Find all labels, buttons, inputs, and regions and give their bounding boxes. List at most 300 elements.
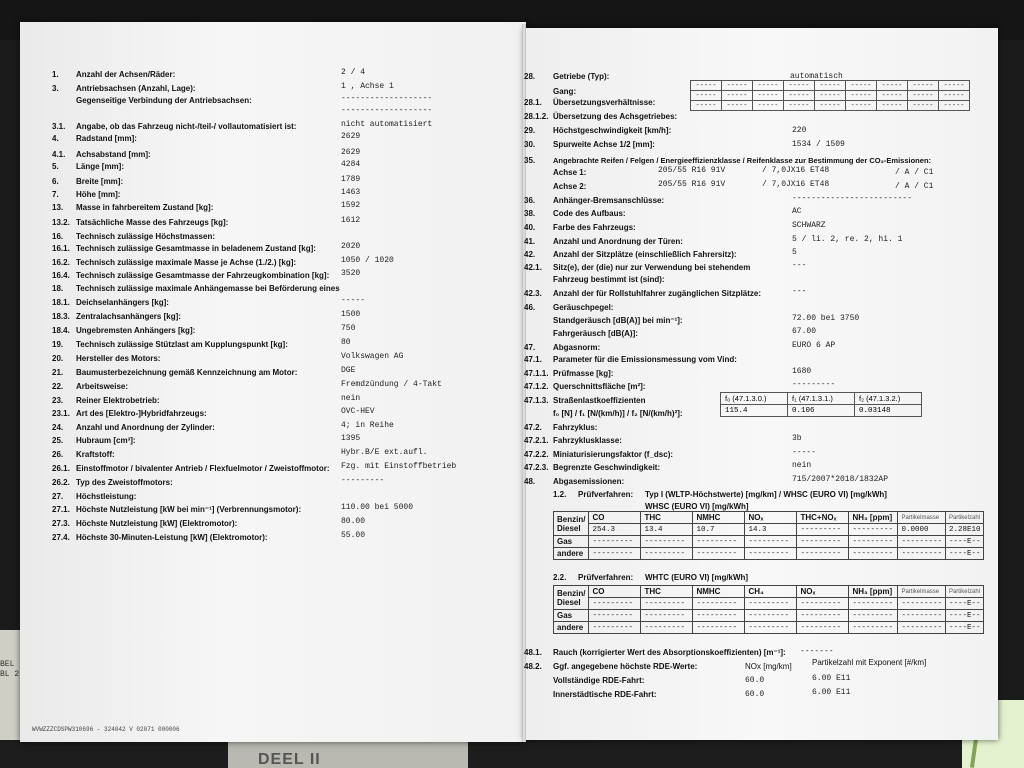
tyre-size: 205/55 R16 91V (658, 166, 726, 175)
item-value: OVC-HEV (341, 407, 375, 416)
item-value: ------------------- (341, 94, 433, 103)
item-number: 47.2. (524, 423, 542, 432)
item-number: 21. (52, 368, 64, 377)
emission-value: --------- (745, 610, 797, 622)
item-value: nein (341, 394, 361, 403)
fuel-label: andere (554, 622, 589, 634)
column-header: NMHC (693, 512, 745, 524)
emission-value: --------- (693, 610, 745, 622)
item-number: 22. (52, 382, 64, 391)
item-number: 47. (524, 343, 536, 352)
item-label: Getriebe (Typ): (553, 72, 610, 81)
emission-value: 10.7 (693, 524, 745, 536)
fuel-label: Benzin/ Diesel (554, 586, 589, 610)
item-label: Farbe des Fahrzeugs: (553, 223, 636, 232)
gear-cell: ----- (939, 101, 970, 111)
column-header: THC+NOₓ (797, 512, 849, 524)
item-value: ------------------------- (792, 194, 913, 203)
item-number: 27. (52, 492, 64, 501)
emission-value: --------- (641, 622, 693, 634)
item-value: --------- (792, 380, 836, 389)
rde-label: Vollständige RDE-Fahrt: (553, 676, 645, 685)
item-value: 5 / li. 2, re. 2, hi. 1 (792, 235, 903, 244)
item-label: Angabe, ob das Fahrzeug nicht-/teil-/ vollautomatisiert ist: (76, 122, 297, 131)
emission-value: 2.28E10 (945, 524, 984, 536)
item-number: 35. (524, 156, 536, 165)
item-label: Straßenlastkoeffizienten (553, 396, 646, 405)
rim-size: / 7,0JX16 ET48 (762, 166, 830, 175)
gear-cell: ----- (846, 91, 877, 101)
item-label: Geräuschpegel: (553, 303, 614, 312)
item-number: 29. (524, 126, 536, 135)
item-number: 28.1. (524, 98, 542, 107)
item-value: 4; in Reihe (341, 421, 394, 430)
emission-table-whtc (553, 585, 984, 634)
emission-value: --------- (797, 524, 849, 536)
item-label: Typ des Zweistoffmotors: (76, 478, 173, 487)
item-label: Ggf. angegebene höchste RDE-Werte: (553, 662, 698, 671)
item-label: Code des Aufbaus: (553, 209, 626, 218)
emission-value: --------- (641, 548, 693, 560)
item-number: 27.4. (52, 533, 70, 542)
item-number: 40. (524, 223, 536, 232)
item-label: Antriebsachsen (Anzahl, Lage): (76, 84, 196, 93)
item-number: 48.1. (524, 648, 542, 657)
item-label: Kraftstoff: (76, 450, 115, 459)
item-label: Angebrachte Reifen / Felgen / Energieeffizienzklasse / Reifenklasse zur Bestimmung der CO₂-Emissionen: (553, 156, 932, 165)
gear-cell: ----- (691, 101, 722, 111)
emission-value: --------- (589, 548, 641, 560)
item-value: 67.00 (792, 327, 817, 336)
item-label: Radstand [mm]: (76, 134, 137, 143)
emission-value: --------- (849, 536, 898, 548)
item-label: Anzahl der Achsen/Räder: (76, 70, 176, 79)
section-label: WHSC (EURO VI) [mg/kWh] (645, 502, 749, 511)
emission-value: --------- (898, 610, 946, 622)
item-label: Technisch zulässige Gesamtmasse der Fahrzeugkombination [kg]: (76, 271, 330, 280)
item-value: --- (792, 261, 807, 270)
item-value: ------------------- (341, 106, 433, 115)
item-number: 20. (52, 354, 64, 363)
gear-cell: ----- (939, 81, 970, 91)
item-label: Abgasnorm: (553, 343, 601, 352)
emission-value: --------- (745, 548, 797, 560)
road-load-value: 115.4 (721, 405, 788, 417)
item-label: Anzahl der für Rollstuhlfahrer zugänglichen Sitzplätze: (553, 289, 762, 298)
rde-header: NOx [mg/km] (745, 662, 792, 671)
tyre-class: / A / C1 (895, 182, 934, 191)
item-label: Höchste 30-Minuten-Leistung [kW] (Elektromotor): (76, 533, 268, 542)
item-value: 5 (792, 248, 797, 257)
emission-value: --------- (849, 610, 898, 622)
item-label: Anzahl und Anordnung der Türen: (553, 237, 683, 246)
column-header: NH₃ [ppm] (849, 512, 898, 524)
item-value: 1500 (341, 310, 361, 319)
item-label: Höhe [mm]: (76, 190, 121, 199)
emission-value: --------- (797, 548, 849, 560)
item-number: 26.2. (52, 478, 70, 487)
item-number: 18. (52, 284, 64, 293)
item-value: 1395 (341, 434, 361, 443)
item-value: 2629 (341, 148, 361, 157)
emission-table-type1 (553, 511, 984, 560)
item-label: Spurweite Achse 1/2 [mm]: (553, 140, 655, 149)
item-label: Art des [Elektro-]Hybridfahrzeugs: (76, 409, 207, 418)
item-number: 24. (52, 423, 64, 432)
emission-value: --------- (797, 610, 849, 622)
item-number: 13. (52, 203, 64, 212)
section-label: WHTC (EURO VI) [mg/kWh] (645, 573, 749, 582)
item-label: Deichselanhängers [kg]: (76, 298, 169, 307)
item-label: Höchstgeschwindigkeit [km/h]: (553, 126, 672, 135)
gear-cell: ----- (691, 81, 722, 91)
section-label: Prüfverfahren: (578, 490, 634, 499)
column-header: Partikelzahl (945, 512, 984, 524)
rde-value: 60.0 (745, 690, 765, 699)
emission-value: ----E-- (945, 610, 984, 622)
column-header: CH₄ (745, 586, 797, 598)
item-value: 72.00 bei 3750 (792, 314, 860, 323)
item-number: 4. (52, 134, 59, 143)
item-value: ----- (341, 296, 366, 305)
gear-cell: ----- (908, 101, 939, 111)
gear-cell: ----- (877, 81, 908, 91)
emission-value: --------- (849, 598, 898, 610)
item-label: Abgasemissionen: (553, 477, 625, 486)
emission-value: --------- (797, 536, 849, 548)
gear-cell: ----- (908, 91, 939, 101)
gear-cell: ----- (722, 91, 753, 101)
item-label: Masse in fahrbereitem Zustand [kg]: (76, 203, 214, 212)
item-value: ------- (800, 647, 834, 656)
item-value: automatisch (790, 72, 843, 81)
emission-value: --------- (693, 622, 745, 634)
emission-value: 254.3 (589, 524, 641, 536)
item-label: Baumusterbezeichnung gemäß Kennzeichnung am Motor: (76, 368, 298, 377)
road-load-value: 0.03148 (855, 405, 922, 417)
item-label: Höchstleistung: (76, 492, 137, 501)
gear-cell: ----- (784, 101, 815, 111)
item-label: Arbeitsweise: (76, 382, 129, 391)
bottom-label-text: DEEL II (258, 751, 321, 768)
emission-value: 14.3 (745, 524, 797, 536)
item-number: 47.1. (524, 355, 542, 364)
column-header: NMHC (693, 586, 745, 598)
gang-label: Gang: (553, 87, 577, 96)
item-label: Querschnittsfläche [m²]: (553, 382, 646, 391)
gear-cell: ----- (784, 81, 815, 91)
document-footer-vin: WVWZZZCDSPW310696 - 324042 V 02071 000006 (32, 726, 180, 733)
item-number: 26. (52, 450, 64, 459)
fuel-label: Benzin/ Diesel (554, 512, 589, 536)
item-value: nein (792, 461, 812, 470)
item-number: 46. (524, 303, 536, 312)
gear-cell: ----- (722, 81, 753, 91)
emission-value: --------- (898, 536, 946, 548)
item-number: 48. (524, 477, 536, 486)
item-value: 220 (792, 126, 807, 135)
gear-cell: ----- (753, 81, 784, 91)
emission-value: ----E-- (945, 622, 984, 634)
item-number: 28. (524, 72, 536, 81)
item-number: 19. (52, 340, 64, 349)
section-number: 1.2. (553, 490, 567, 499)
emission-value: --------- (745, 536, 797, 548)
item-value: 1463 (341, 188, 361, 197)
item-label: Achsabstand [mm]: (76, 150, 151, 159)
item-number: 18.1. (52, 298, 70, 307)
emission-value: --------- (589, 610, 641, 622)
gear-cell: ----- (784, 91, 815, 101)
item-label: Zentralachsanhängers [kg]: (76, 312, 181, 321)
column-header: Partikelmasse (898, 512, 946, 524)
item-label: Begrenzte Geschwindigkeit: (553, 463, 661, 472)
item-label: Reiner Elektrobetrieb: (76, 396, 160, 405)
item-value: 750 (341, 324, 356, 333)
item-number: 13.2. (52, 218, 70, 227)
road-load-table (720, 392, 922, 417)
column-header: NH₃ [ppm] (849, 586, 898, 598)
item-label: Höchste Nutzleistung [kW bei min⁻¹] (Verbrennungsmotor): (76, 505, 302, 514)
item-label: Tatsächliche Masse des Fahrzeugs [kg]: (76, 218, 229, 227)
item-value: --- (792, 287, 807, 296)
emission-value: --------- (589, 536, 641, 548)
item-number: 27.3. (52, 519, 70, 528)
item-label: Anhänger-Bremsanschlüsse: (553, 196, 665, 205)
axle-label: Achse 2: (553, 182, 587, 191)
item-value: 1680 (792, 367, 812, 376)
item-number: 27.1. (52, 505, 70, 514)
item-number: 28.1.2. (524, 112, 549, 121)
road-load-header: f₂ (47.1.3.2.) (855, 393, 922, 405)
item-value: 2629 (341, 132, 361, 141)
item-label: Technisch zulässige maximale Anhängemasse bei Beförderung eines (76, 284, 340, 293)
column-header: Partikelzahl (945, 586, 984, 598)
item-number: 25. (52, 436, 64, 445)
gear-cell: ----- (877, 91, 908, 101)
item-value: 2 / 4 (341, 68, 366, 77)
item-label: Höchste Nutzleistung [kW] (Elektromotor): (76, 519, 238, 528)
rde-label: Innerstädtische RDE-Fahrt: (553, 690, 657, 699)
item-value: EURO 6 AP (792, 341, 836, 350)
emission-value: 0.0000 (898, 524, 946, 536)
gear-cell: ----- (753, 101, 784, 111)
item-number: 47.1.2. (524, 382, 549, 391)
item-number: 41. (524, 237, 536, 246)
gear-cell: ----- (846, 81, 877, 91)
rde-value: 60.0 (745, 676, 765, 685)
emission-value: ----E-- (945, 548, 984, 560)
item-label: Sitz(e), der (die) nur zur Verwendung bei stehendem (553, 263, 751, 272)
item-label: Parameter für die Emissionsmessung vom Vind: (553, 355, 737, 364)
column-header: THC (641, 586, 693, 598)
item-value: nicht automatisiert (341, 120, 433, 129)
item-label: Fahrgeräusch [dB(A)]: (553, 329, 638, 338)
column-header: THC (641, 512, 693, 524)
item-label: Länge [mm]: (76, 162, 124, 171)
column-header: CO (589, 512, 641, 524)
item-number: 47.1.1. (524, 369, 549, 378)
item-label: Technisch zulässige Höchstmassen: (76, 232, 216, 241)
rde-value: 6.00 E11 (812, 674, 851, 683)
item-label: Rauch (korrigierter Wert des Absorptionskoeffizienten) [m⁻¹]: (553, 648, 786, 657)
emission-value: --------- (693, 598, 745, 610)
emission-value: --------- (849, 548, 898, 560)
item-label: Miniaturisierungsfaktor (f_dsc): (553, 450, 674, 459)
emission-value: --------- (589, 598, 641, 610)
item-value: Hybr.B/E ext.aufl. (341, 448, 428, 457)
item-label: Anzahl und Anordnung der Zylinder: (76, 423, 215, 432)
emission-value: --------- (693, 536, 745, 548)
item-label: Standgeräusch [dB(A)] bei min⁻¹]: (553, 316, 683, 325)
item-number: 3.1. (52, 122, 66, 131)
emission-value: --------- (641, 536, 693, 548)
item-number: 16.1. (52, 244, 70, 253)
section-label: Prüfverfahren: (578, 573, 634, 582)
tyre-size: 205/55 R16 91V (658, 180, 726, 189)
item-label: Fahrzyklus: (553, 423, 598, 432)
item-label: f₀ [N] / f₁ [N/(km/h)] / f₂ [N/(km/h)²]: (553, 409, 683, 418)
item-number: 23. (52, 396, 64, 405)
item-label: Einstoffmotor / bivalenter Antrieb / Flexfuelmotor / Zweistoffmotor: (76, 464, 330, 473)
emission-value: --------- (745, 598, 797, 610)
background-bottom-label (228, 742, 468, 768)
emission-value: --------- (849, 622, 898, 634)
gear-ratio-table (690, 80, 970, 111)
item-number: 47.2.2. (524, 450, 549, 459)
fuel-label: andere (554, 548, 589, 560)
item-label: Prüfmasse [kg]: (553, 369, 614, 378)
item-value: Fremdzündung / 4-Takt (341, 380, 442, 389)
item-number: 47.2.1. (524, 436, 549, 445)
gear-cell: ----- (908, 81, 939, 91)
emission-value: --------- (641, 598, 693, 610)
item-value: Volkswagen AG (341, 352, 404, 361)
item-label: Technisch zulässige Stützlast am Kupplungspunkt [kg]: (76, 340, 288, 349)
item-value: 715/2007*2018/1832AP (792, 475, 889, 484)
item-label: Technisch zulässige Gesamtmasse in beladenem Zustand [kg]: (76, 244, 316, 253)
item-value: 3520 (341, 269, 361, 278)
item-value: 55.00 (341, 531, 366, 540)
column-header: NOₓ (797, 586, 849, 598)
gear-cell: ----- (815, 101, 846, 111)
gear-cell: ----- (753, 91, 784, 101)
item-number: 30. (524, 140, 536, 149)
item-label: Technisch zulässige maximale Masse je Achse (1./2.) [kg]: (76, 258, 297, 267)
column-header: CO (589, 586, 641, 598)
emission-value: ----E-- (945, 536, 984, 548)
item-value: DGE (341, 366, 356, 375)
item-value: SCHWARZ (792, 221, 826, 230)
item-value: 2020 (341, 242, 361, 251)
item-value: Fzg. mit Einstoffbetrieb (341, 462, 457, 471)
item-number: 5. (52, 162, 59, 171)
item-number: 42.3. (524, 289, 542, 298)
item-value: 1 , Achse 1 (341, 82, 394, 91)
emission-value: --------- (898, 622, 946, 634)
gear-cell: ----- (722, 101, 753, 111)
rde-header: Partikelzahl mit Exponent [#/km] (812, 658, 927, 667)
item-number: 48.2. (524, 662, 542, 671)
emission-value: --------- (693, 548, 745, 560)
item-value: 3b (792, 434, 802, 443)
item-label: Fahrzyklusklasse: (553, 436, 622, 445)
axle-label: Achse 1: (553, 168, 587, 177)
emission-value: --------- (641, 610, 693, 622)
emission-value: 13.4 (641, 524, 693, 536)
gear-cell: ----- (939, 91, 970, 101)
item-number: 42. (524, 250, 536, 259)
item-value: 110.00 bei 5000 (341, 503, 414, 512)
column-header: Partikelmasse (898, 586, 946, 598)
item-number: 23.1. (52, 409, 70, 418)
emission-value: --------- (745, 622, 797, 634)
item-value: 80 (341, 338, 351, 347)
item-label: Anzahl der Sitzplätze (einschließlich Fahrersitz): (553, 250, 737, 259)
section-number: 2.2. (553, 573, 567, 582)
emission-value: --------- (797, 622, 849, 634)
card-text: BL 2 (0, 670, 20, 679)
item-number: 18.3. (52, 312, 70, 321)
item-number: 4.1. (52, 150, 66, 159)
gear-cell: ----- (815, 91, 846, 101)
emission-value: ----E-- (945, 598, 984, 610)
item-label: Gegenseitige Verbindung der Antriebsachsen: (76, 96, 252, 105)
item-value: 1789 (341, 175, 361, 184)
item-value: --------- (341, 476, 385, 485)
background-bottom (0, 742, 1024, 768)
rim-size: / 7,0JX16 ET48 (762, 180, 830, 189)
item-number: 16. (52, 232, 64, 241)
fuel-label: Gas (554, 610, 589, 622)
item-label: Ungebremsten Anhängers [kg]: (76, 326, 196, 335)
road-load-header: f₀ (47.1.3.0.) (721, 393, 788, 405)
column-header: NOₓ (745, 512, 797, 524)
item-number: 16.2. (52, 258, 70, 267)
item-label: Hersteller des Motors: (76, 354, 161, 363)
item-label: Hubraum [cm³]: (76, 436, 136, 445)
item-value: ----- (792, 448, 817, 457)
item-label: Übersetzung des Achsgetriebes: (553, 112, 678, 121)
item-value: AC (792, 207, 802, 216)
emission-value: --------- (797, 598, 849, 610)
item-number: 6. (52, 177, 59, 186)
item-label: Übersetzungsverhältnisse: (553, 98, 656, 107)
item-number: 1. (52, 70, 59, 79)
item-number: 42.1. (524, 263, 542, 272)
emission-value: --------- (898, 548, 946, 560)
item-value: 1050 / 1020 (341, 256, 394, 265)
item-value: 1534 / 1509 (792, 140, 845, 149)
item-number: 36. (524, 196, 536, 205)
item-number: 18.4. (52, 326, 70, 335)
item-value: 1592 (341, 201, 361, 210)
emission-value: --------- (589, 622, 641, 634)
gear-cell: ----- (815, 81, 846, 91)
tyre-class: / A / C1 (895, 168, 934, 177)
road-load-header: f₁ (47.1.3.1.) (788, 393, 855, 405)
fuel-label: Gas (554, 536, 589, 548)
item-value: 4284 (341, 160, 361, 169)
item-value: 1612 (341, 216, 361, 225)
gear-cell: ----- (691, 91, 722, 101)
card-text: BEL (0, 660, 15, 669)
road-load-value: 0.106 (788, 405, 855, 417)
item-number: 7. (52, 190, 59, 199)
emission-value: --------- (898, 598, 946, 610)
item-label: Fahrzeug bestimmt ist (sind): (553, 275, 665, 284)
item-number: 16.4. (52, 271, 70, 280)
